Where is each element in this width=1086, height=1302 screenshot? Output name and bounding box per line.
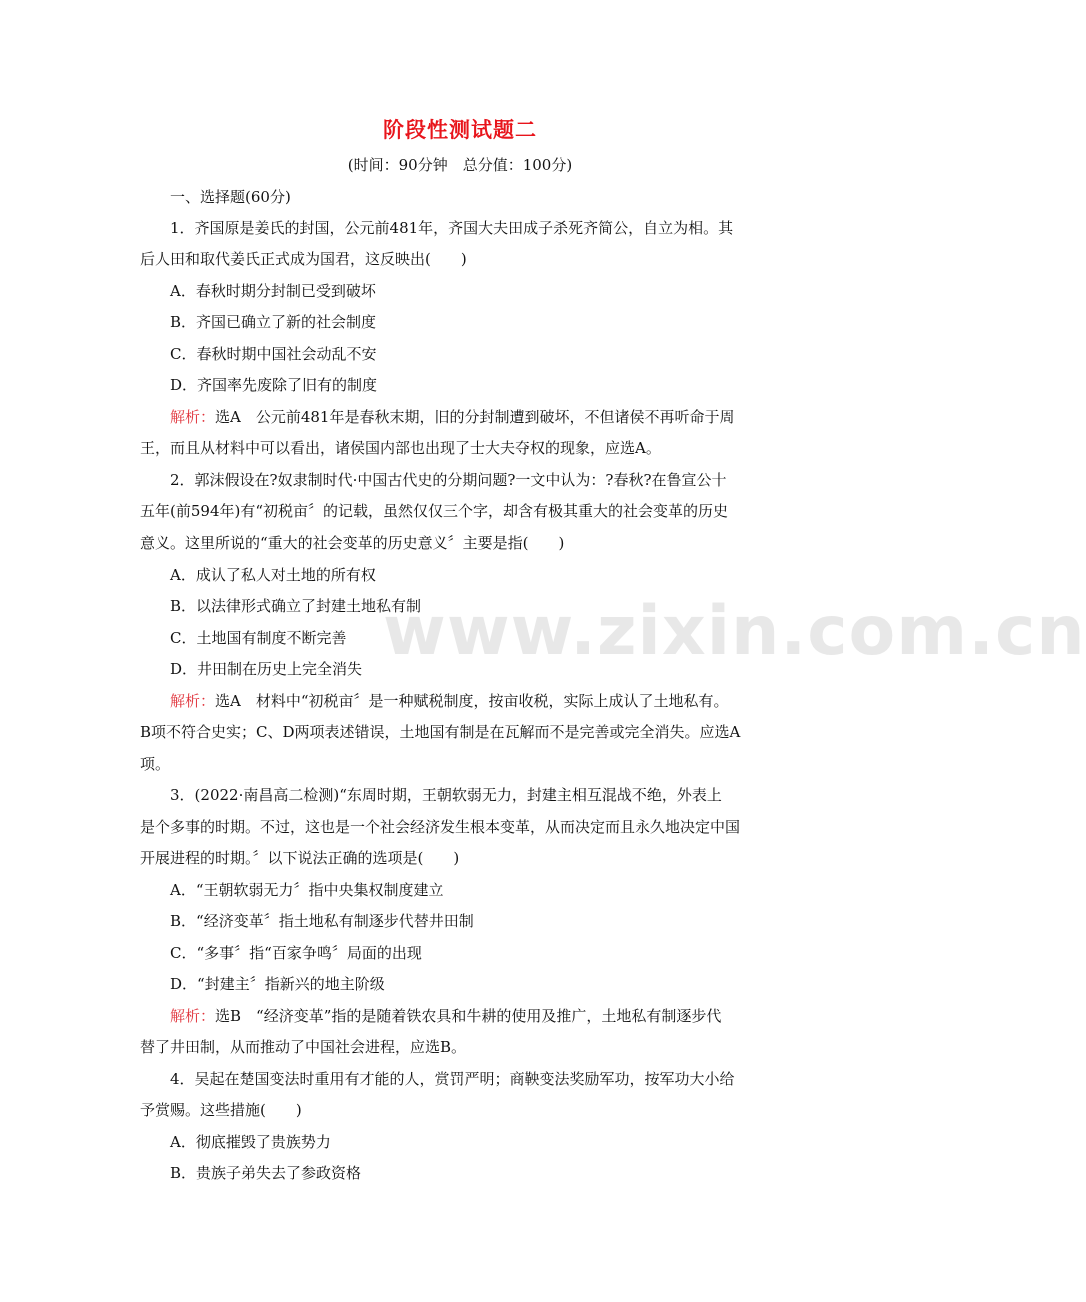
q1-analysis-line-1 <box>170 407 790 427</box>
q1-analysis-text: 选A 公元前481年是春秋末期，旧的分封制遭到破坏，不但诸侯不再听命于周 <box>215 408 735 426</box>
watermark: www.zixin.com.cn <box>383 592 1086 671</box>
q1-option-d: D．齐国率先废除了旧有的制度 <box>170 376 378 394</box>
q4-stem-line-1: 4．吴起在楚国变法时重用有才能的人，赏罚严明；商鞅变法奖励军功，按军功大小给 <box>170 1070 735 1088</box>
q2-analysis-line-3: 项。 <box>140 755 171 773</box>
q3-stem-line-3: 开展进程的时期。〞以下说法正确的选项是( ) <box>140 849 460 867</box>
q2-option-b: B．以法律形式确立了封建土地私有制 <box>170 597 422 615</box>
analysis-label: 解析： <box>170 692 216 710</box>
q2-stem-line-2: 五年(前594年)有“初税亩〞的记载，虽然仅仅三个字，却含有极其重大的社会变革的历史 <box>140 502 729 520</box>
q1-stem-line-1: 1．齐国原是姜氏的封国，公元前481年，齐国大夫田成子杀死齐简公，自立为相。其 <box>170 219 734 237</box>
q1-option-b: B．齐国已确立了新的社会制度 <box>170 313 377 331</box>
q2-analysis-line-2: B项不符合史实；C、D两项表述错误，土地国有制是在瓦解而不是完善或完全消失。应选A <box>140 723 741 741</box>
q2-analysis-text: 选A 材料中“初税亩〞是一种赋税制度，按亩收税，实际上成认了土地私有。 <box>215 692 729 710</box>
q3-option-d: D．“封建主〞指新兴的地主阶级 <box>170 975 385 993</box>
q2-stem-line-1: 2．郭沫假设在?奴隶制时代·中国古代史的分期问题?一文中认为：?春秋?在鲁宣公十 <box>170 471 727 489</box>
q3-analysis-line-1 <box>170 1006 790 1026</box>
q4-stem-line-2: 予赏赐。这些措施( ) <box>140 1101 302 1119</box>
q2-option-a: A．成认了私人对土地的所有权 <box>170 566 376 584</box>
q2-option-c: C．土地国有制度不断完善 <box>170 629 347 647</box>
q4-option-b: B．贵族子弟失去了参政资格 <box>170 1164 362 1182</box>
q3-analysis-text: 选B “经济变革”指的是随着铁农具和牛耕的使用及推广，土地私有制逐步代 <box>215 1007 722 1025</box>
analysis-label: 解析： <box>170 1007 216 1025</box>
q3-option-b: B．“经济变革〞指土地私有制逐步代替井田制 <box>170 912 474 930</box>
section-heading: 一、选择题(60分) <box>170 188 291 206</box>
q3-option-c: C．“多事〞指“百家争鸣〞局面的出现 <box>170 944 422 962</box>
q1-stem-line-2: 后人田和取代姜氏正式成为国君，这反映出( ) <box>140 250 467 268</box>
q1-option-a: A．春秋时期分封制已受到破坏 <box>170 282 376 300</box>
analysis-label: 解析： <box>170 408 216 426</box>
q3-option-a: A．“王朝软弱无力〞指中央集权制度建立 <box>170 881 444 899</box>
q2-analysis-line-1 <box>170 691 790 711</box>
q3-analysis-line-2: 替了井田制，从而推动了中国社会进程，应选B。 <box>140 1038 467 1056</box>
q3-stem-line-1: 3．(2022·南昌高二检测)“东周时期，王朝软弱无力，封建主相互混战不绝，外表上 <box>170 786 722 804</box>
q2-option-d: D．井田制在历史上完全消失 <box>170 660 363 678</box>
q2-stem-line-3: 意义。这里所说的“重大的社会变革的历史意义〞主要是指( ) <box>140 534 565 552</box>
q1-analysis-line-2: 王，而且从材料中可以看出，诸侯国内部也出现了士大夫夺权的现象，应选A。 <box>140 439 661 457</box>
page-title: 阶段性测试题二 <box>383 118 537 142</box>
q4-option-a: A．彻底摧毁了贵族势力 <box>170 1133 331 1151</box>
q1-option-c: C．春秋时期中国社会动乱不安 <box>170 345 377 363</box>
q3-stem-line-2: 是个多事的时期。不过，这也是一个社会经济发生根本变革，从而决定而且永久地决定中国 <box>140 818 741 836</box>
exam-info: (时间：90分钟 总分值：100分) <box>347 156 573 174</box>
